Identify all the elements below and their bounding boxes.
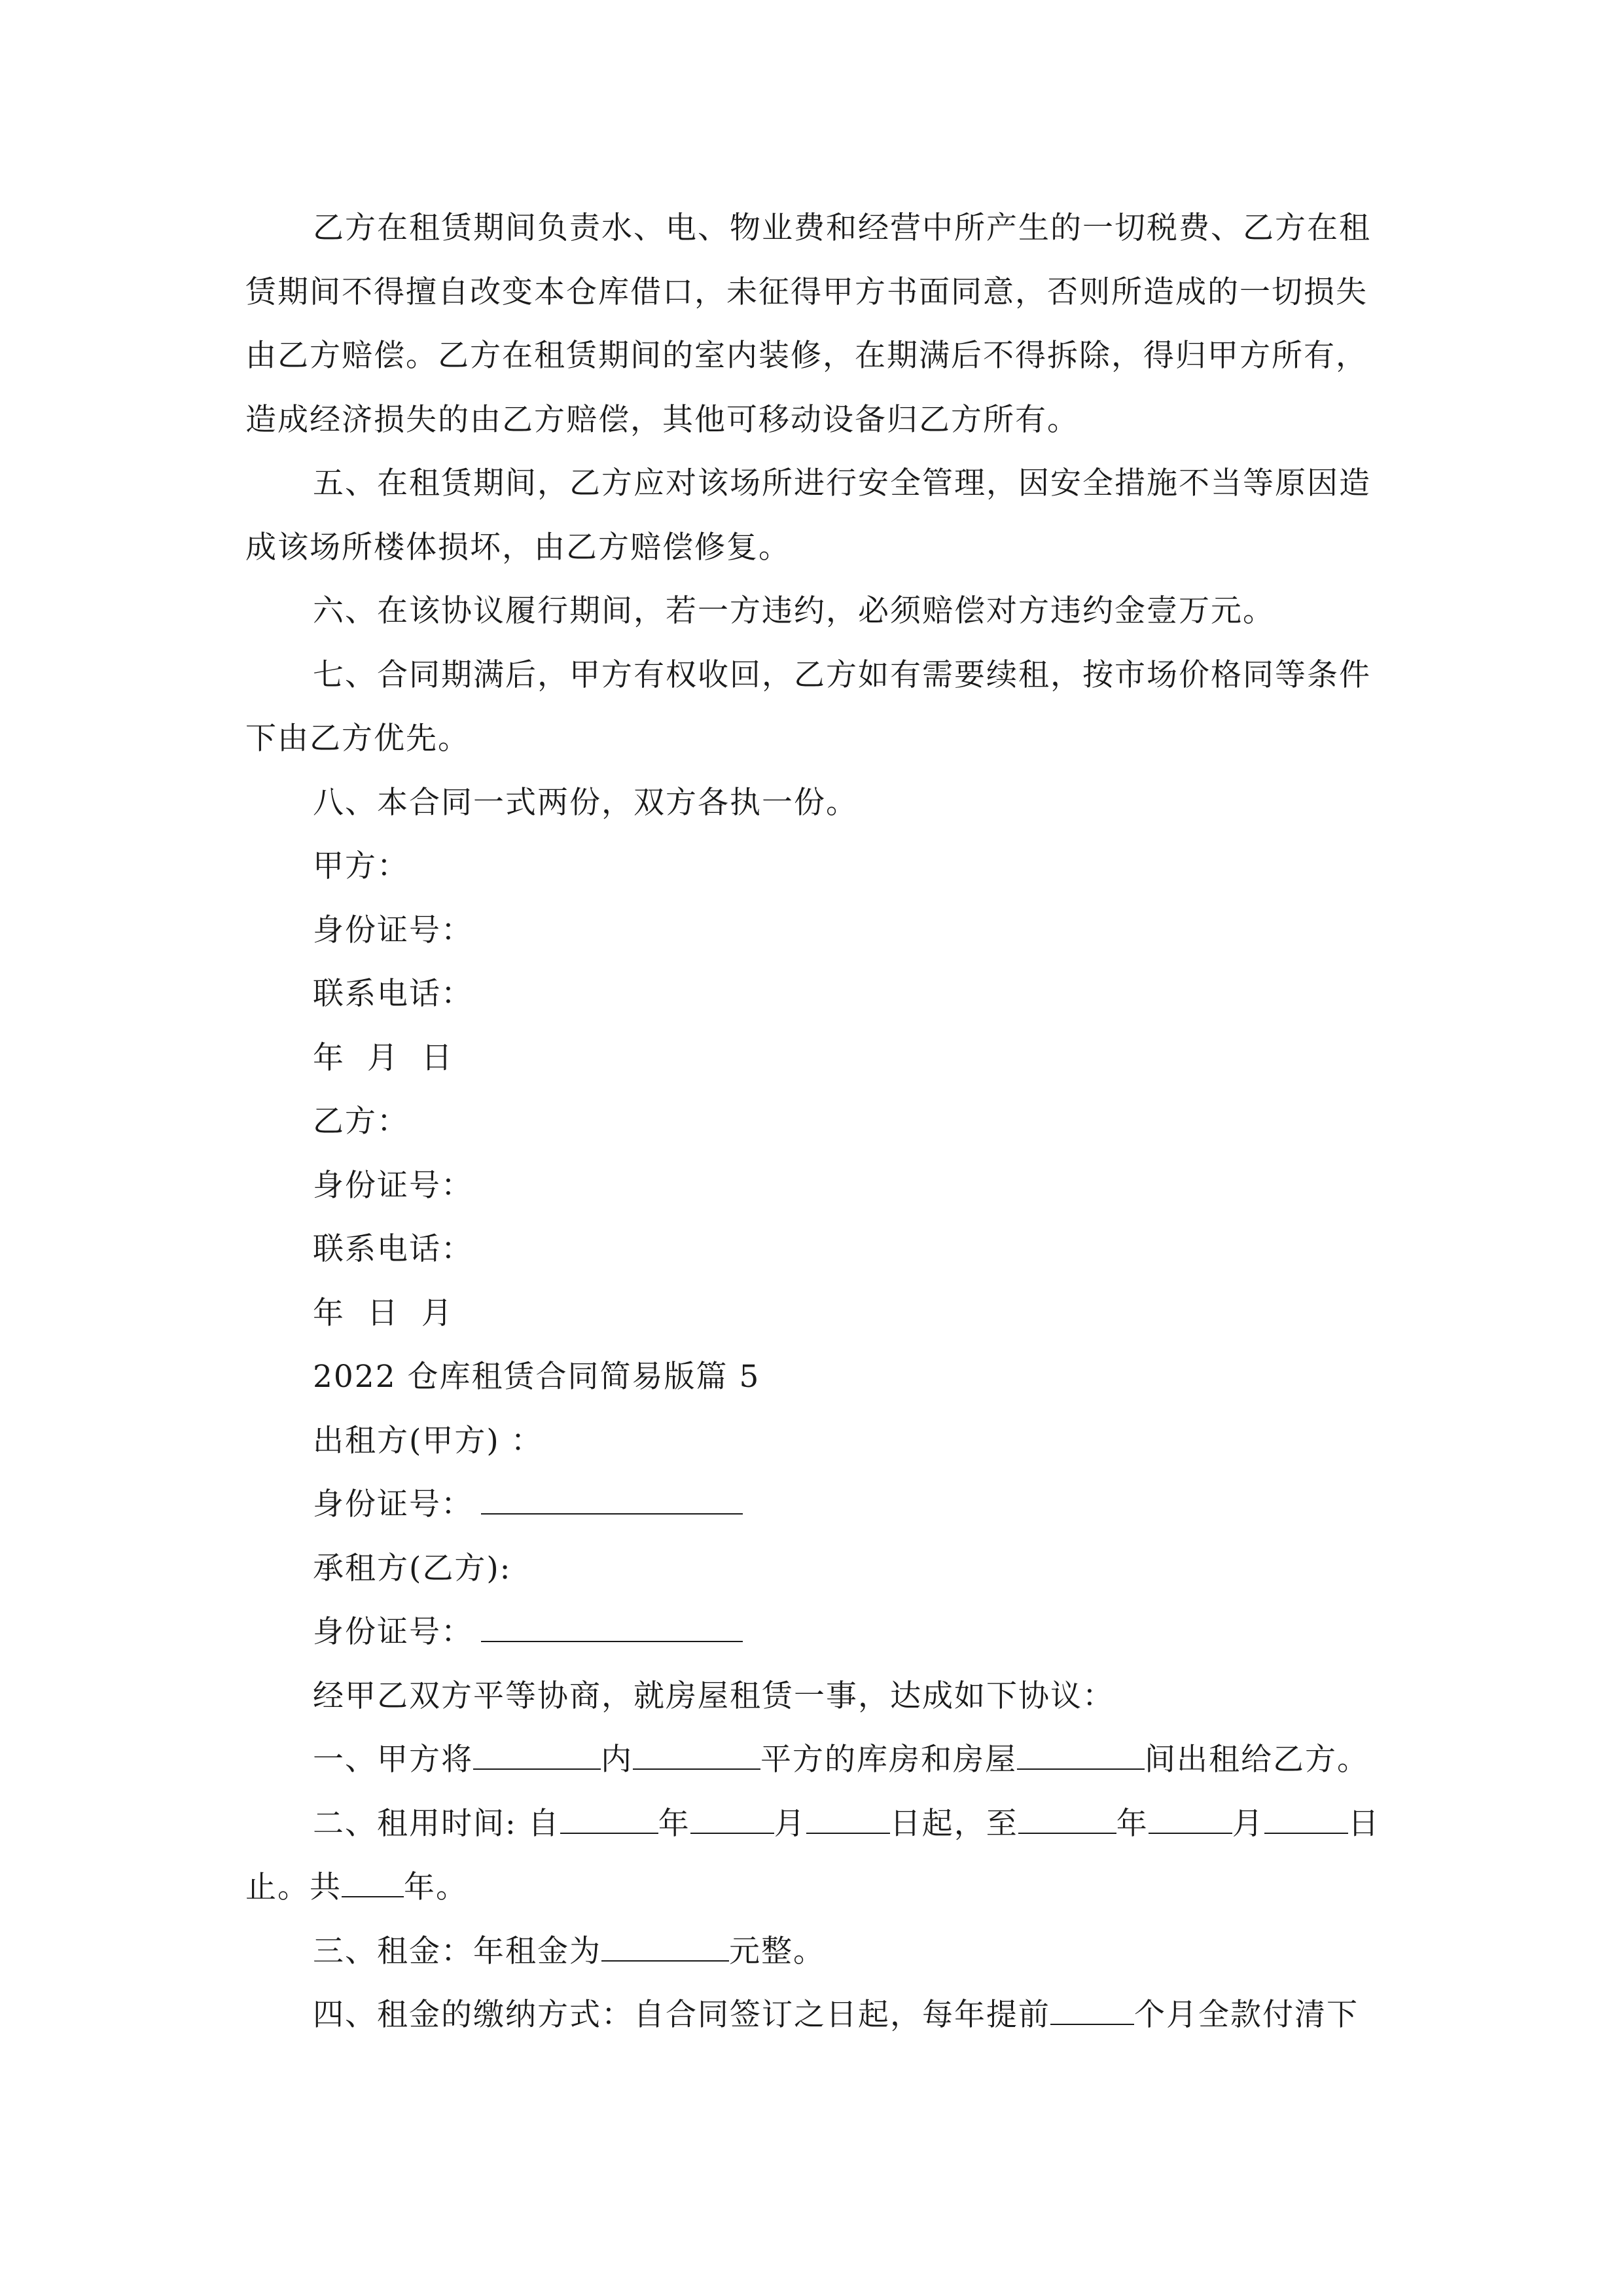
party-a-label: 甲方： — [313, 848, 409, 884]
clause-text: 个月全款付清下 — [1134, 1997, 1359, 2033]
clause-6: 六、在该协议履行期间，若一方违约，必须赔偿对方违约金壹万元。 — [313, 593, 1275, 629]
paragraph-line: 由乙方赔偿。乙方在租赁期间的室内装修，在期满后不得拆除，得归甲方所有， — [245, 338, 1368, 374]
lessee-label: 承租方(乙方): — [313, 1550, 512, 1587]
blank-field — [1017, 1741, 1145, 1770]
clause-text: 内 — [601, 1742, 633, 1778]
blank-field — [690, 1805, 774, 1834]
blank-field — [633, 1741, 760, 1770]
party-a-date: 年 月 日 — [313, 1039, 454, 1076]
paragraph-line: 赁期间不得擅自改变本仓库借口，未征得甲方书面同意，否则所造成的一切损失 — [245, 274, 1368, 310]
party-b-id-label: 身份证号： — [313, 1167, 473, 1204]
clause-7-line: 下由乙方优先。 — [245, 721, 470, 757]
clause-text: 月 — [1232, 1805, 1264, 1842]
document-body — [245, 196, 1384, 2047]
lessee-id-label: 身份证号： — [313, 1614, 473, 1650]
blank-field — [1050, 1996, 1134, 2025]
paragraph-line: 造成经济损失的由乙方赔偿，其他可移动设备归乙方所有。 — [245, 401, 1079, 438]
contract-5-title: 2022 仓库租赁合同简易版篇 5 — [313, 1359, 760, 1395]
contract-5-clause-3 — [245, 1920, 1384, 1984]
lessor-id-label: 身份证号： — [313, 1486, 473, 1522]
clause-text: 止。共 — [245, 1869, 342, 1905]
clause-text: 日起，至 — [889, 1805, 1018, 1842]
clause-5-line: 五、在租赁期间，乙方应对该场所进行安全管理，因安全措施不当等原因造 — [313, 465, 1371, 501]
clause-text: 三、租金：年租金为 — [313, 1933, 601, 1969]
blank-field — [806, 1805, 890, 1834]
clause-text: 一、甲方将 — [313, 1742, 473, 1778]
party-a-id-label: 身份证号： — [313, 912, 473, 948]
clause-text: 平方的库房和房屋 — [760, 1742, 1017, 1778]
contract-5-clause-4 — [245, 1983, 1384, 2047]
clause-8: 八、本合同一式两份，双方各执一份。 — [313, 784, 858, 821]
party-b-phone-label: 联系电话： — [313, 1231, 473, 1267]
lessee-id-blank — [481, 1613, 743, 1642]
paragraph-line: 乙方在租赁期间负责水、电、物业费和经营中所产生的一切税费、乙方在租 — [313, 210, 1371, 246]
agreement-intro: 经甲乙双方平等协商，就房屋租赁一事，达成如下协议： — [313, 1677, 1115, 1714]
party-b-date: 年 日 月 — [313, 1295, 454, 1331]
clause-text: 二、租用时间: 自 — [313, 1805, 560, 1842]
party-a-phone-label: 联系电话： — [313, 976, 473, 1012]
lessor-id-line — [245, 1473, 1384, 1537]
lessor-id-blank — [481, 1486, 743, 1515]
contract-5-clause-2 — [245, 1792, 1384, 1856]
blank-field — [1018, 1805, 1116, 1834]
blank-field — [560, 1805, 658, 1834]
clause-text: 间出租给乙方。 — [1145, 1742, 1369, 1778]
blank-field — [1264, 1805, 1348, 1834]
blank-field — [601, 1933, 729, 1962]
lessor-label: 出租方(甲方) ： — [313, 1422, 543, 1459]
clause-text: 月 — [774, 1805, 806, 1842]
blank-field — [342, 1869, 404, 1897]
clause-text: 四、租金的缴纳方式：自合同签订之日起，每年提前 — [313, 1997, 1050, 2033]
blank-field — [1149, 1805, 1232, 1834]
blank-field — [473, 1741, 601, 1770]
clause-text: 年。 — [404, 1869, 468, 1905]
clause-5-line: 成该场所楼体损坏，由乙方赔偿修复。 — [245, 529, 791, 565]
clause-text: 年 — [658, 1805, 690, 1842]
party-b-label: 乙方： — [313, 1103, 409, 1139]
clause-text: 元整。 — [729, 1933, 825, 1969]
contract-5-clause-1 — [245, 1728, 1384, 1792]
clause-7-line: 七、合同期满后，甲方有权收回，乙方如有需要续租，按市场价格同等条件 — [313, 656, 1371, 693]
lessee-id-line — [245, 1600, 1384, 1664]
clause-text: 年 — [1116, 1805, 1149, 1842]
clause-text: 日 — [1347, 1805, 1380, 1842]
contract-5-clause-2-cont — [245, 1856, 1384, 1920]
